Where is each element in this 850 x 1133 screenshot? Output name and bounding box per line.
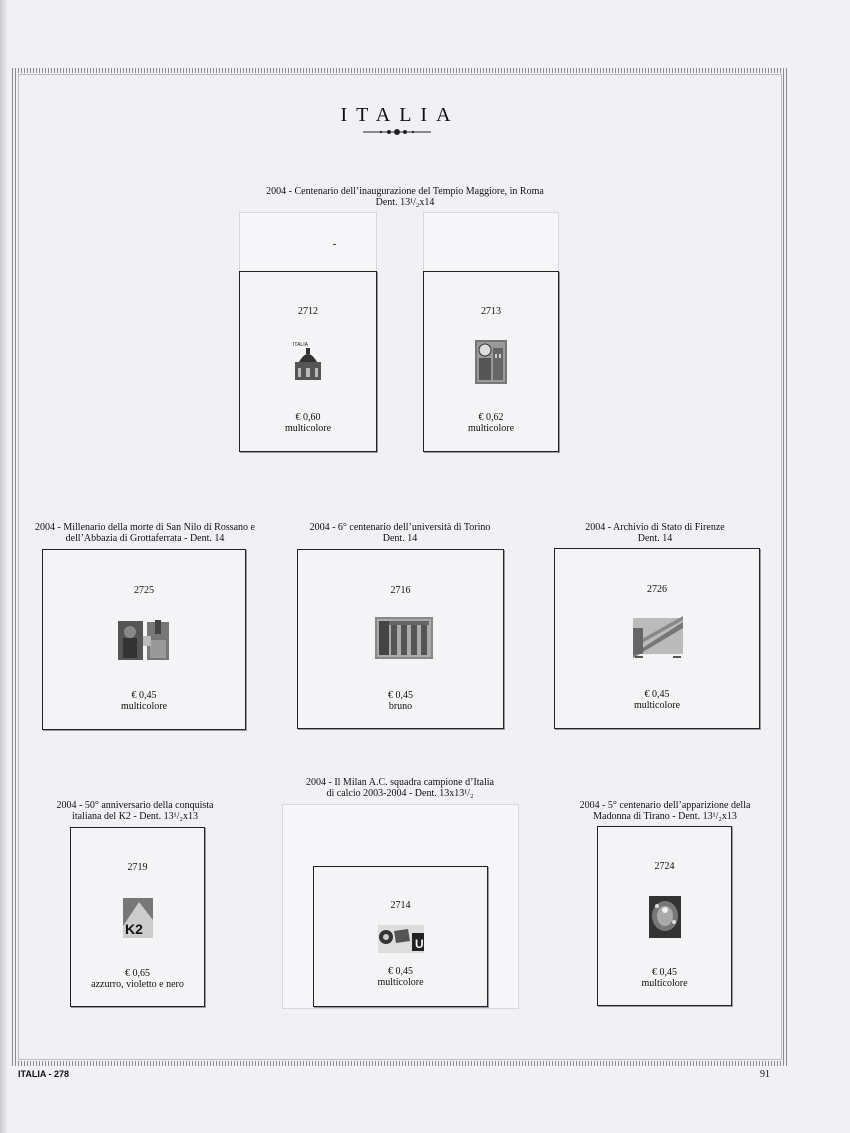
mount-strip-2712 [239, 212, 377, 274]
stamp-image-archive [631, 616, 685, 660]
caption-line: Dent. 14 [382, 533, 418, 544]
catalog-number: 2726 [647, 584, 667, 595]
stamp-color: multicolore [120, 701, 168, 712]
caption-line: Dent. 14 [637, 533, 673, 544]
stamp-mount-2724 [597, 826, 732, 1006]
caption-line: 2004 - Millenario della morte di San Nilo di Rossano e [35, 522, 255, 533]
set-caption-san-nilo [20, 522, 270, 544]
stamp-mount-2716 [297, 549, 504, 729]
face-value: € 0,45 [644, 689, 670, 700]
catalog-number: 2725 [134, 585, 154, 596]
catalog-number: 2716 [390, 585, 411, 596]
stamp-image-milan-football [376, 921, 426, 955]
stamp-image-san-nilo [117, 618, 171, 662]
stamp-mount-2714 [313, 866, 488, 1007]
catalog-number: 2719 [127, 862, 148, 873]
page-speck [333, 244, 336, 245]
stamp-color: multicolore [377, 977, 424, 988]
stamp-mount-2725 [42, 549, 246, 730]
catalog-number: 2714 [390, 900, 411, 911]
caption-line: 2004 - 6° centenario dell’università di Torino [309, 522, 491, 533]
footer-page-number: 91 [760, 1069, 770, 1080]
caption-line: 2004 - Il Milan A.C. squadra campione d’Italia [305, 777, 494, 788]
face-value: € 0,65 [125, 968, 150, 979]
title-ornament [361, 126, 433, 138]
stamp-color: azzurro, violetto e nero [91, 979, 184, 990]
caption-line: di calcio 2003-2004 - Dent. 13x13¹/₂ [326, 788, 474, 799]
caption-line: Madonna di Tirano - Dent. 13¹/₂x13 [593, 811, 737, 822]
face-value: € 0,45 [131, 690, 157, 701]
set-caption-tempio [225, 186, 585, 208]
stamp-color: bruno [388, 701, 413, 712]
stamp-image-madonna [649, 896, 681, 938]
stamp-image-clock-tower [475, 340, 507, 384]
catalog-number: 2712 [298, 306, 318, 317]
set-caption-milan [280, 777, 520, 799]
stamp-text: K2 [125, 921, 143, 937]
catalog-number: 2713 [481, 306, 501, 317]
caption-line: Dent. 13¹/₂x14 [375, 197, 435, 208]
stamp-image-university [375, 617, 433, 659]
stamp-mount-2726 [554, 548, 760, 729]
face-value: € 0,62 [478, 412, 504, 423]
stamp-color: multicolore [633, 700, 681, 711]
country-title: ITALIA [340, 104, 460, 126]
stamp-image-k2 [121, 896, 155, 940]
stamp-image-synagogue [291, 338, 325, 384]
set-caption-tirano [560, 800, 770, 822]
caption-line: 2004 - 5° centenario dell’apparizione della [579, 800, 751, 811]
stamp-color: multicolore [467, 423, 515, 434]
caption-line: 2004 - Archivio di Stato di Firenze [585, 522, 725, 533]
face-value: € 0,45 [388, 966, 413, 977]
caption-line: dell’Abbazia di Grottaferrata - Dent. 14 [65, 533, 225, 544]
page-edge-shadow [0, 0, 8, 1133]
face-value: € 0,45 [388, 690, 413, 701]
caption-line: 2004 - 50° anniversario della conquista [56, 800, 214, 811]
stamp-country-label: ITALIA [293, 342, 308, 348]
stamp-color: multicolore [284, 423, 332, 434]
face-value: € 0,60 [295, 412, 321, 423]
stamp-text: U [415, 937, 424, 951]
caption-line: italiana del K2 - Dent. 13¹/₂x13 [72, 811, 198, 822]
catalog-number: 2724 [654, 861, 675, 872]
face-value: € 0,45 [652, 967, 677, 978]
set-caption-torino [280, 522, 520, 544]
stamp-mount-2719 [70, 827, 205, 1007]
set-caption-firenze [560, 522, 750, 544]
stamp-mount-2712 [239, 271, 377, 452]
caption-line: 2004 - Centenario dell’inaugurazione del Tempio Maggiore, in Roma [266, 186, 544, 197]
mount-strip-2713 [423, 212, 559, 274]
footer-page-code: ITALIA - 278 [18, 1069, 70, 1079]
set-caption-k2 [35, 800, 235, 822]
stamp-color: multicolore [641, 978, 688, 989]
stamp-mount-2713 [423, 271, 559, 452]
